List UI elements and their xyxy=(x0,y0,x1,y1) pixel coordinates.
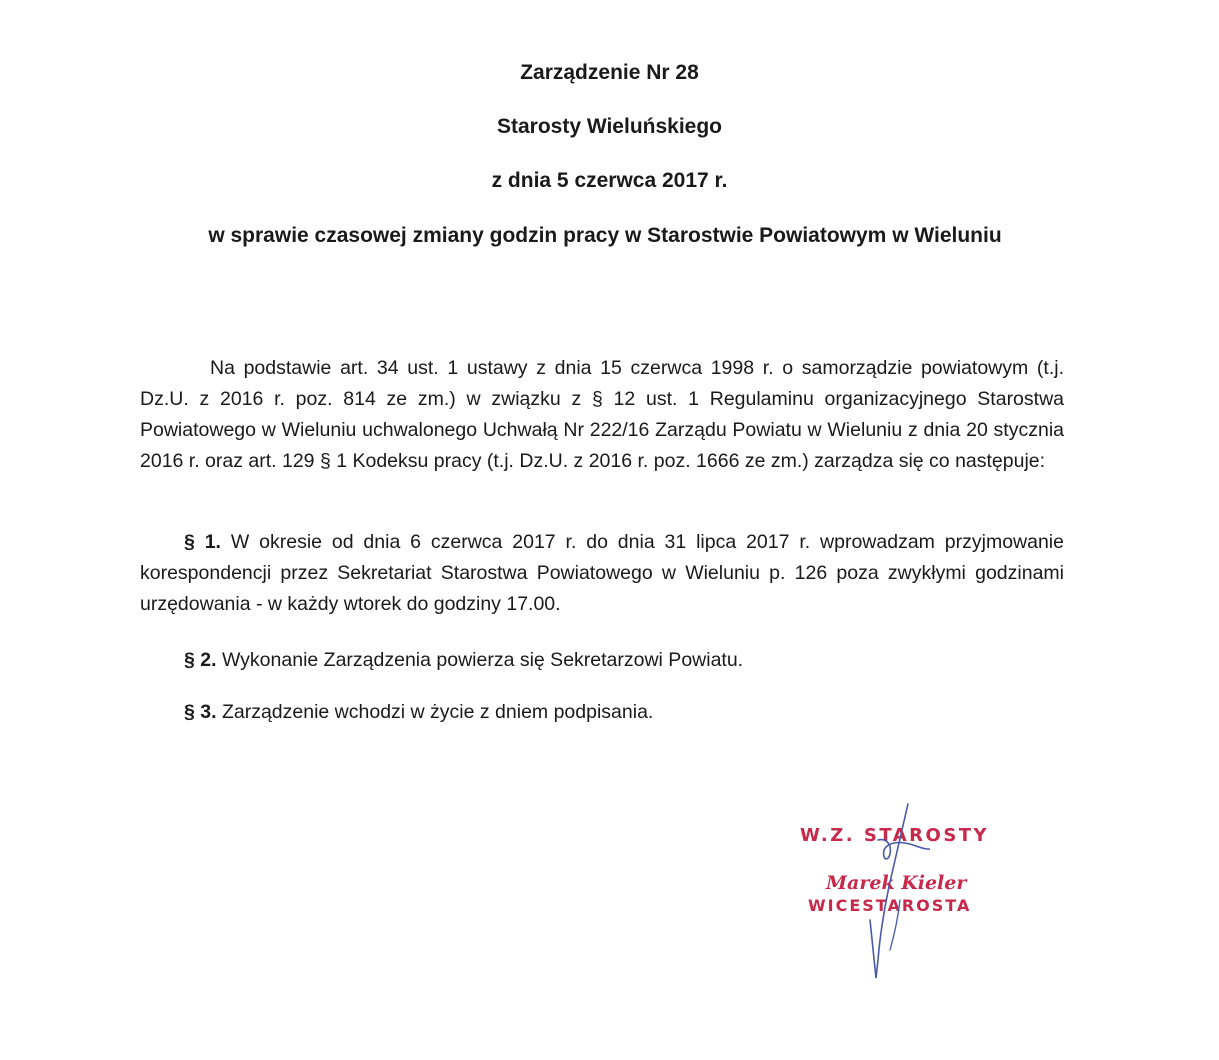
document-date: z dnia 5 czerwca 2017 r. xyxy=(491,169,728,192)
paragraph-2 xyxy=(184,645,1064,676)
paragraph-1-text: W okresie od dnia 6 czerwca 2017 r. do dnia 31 lipca 2017 r. wprowadzam przyjmowanie korespondencji przez Sekretariat Starostwa Powiatowego w Wieluniu p. 126 poza zwykłymi godzinami urzędowania - w każdy wtorek do godziny 17.00. xyxy=(140,531,1064,615)
paragraph-2-text: Wykonanie Zarządzenia powierza się Sekretarzowi Powiatu. xyxy=(221,649,744,671)
paragraph-1-number: § 1. xyxy=(184,531,221,553)
paragraph-3 xyxy=(184,697,1064,728)
document-author: Starosty Wieluńskiego xyxy=(496,115,723,138)
official-stamp xyxy=(790,800,1020,990)
paragraph-3-text: Zarządzenie wchodzi w życie z dniem podpisania. xyxy=(221,701,654,723)
stamp-role: W.Z. STAROSTY xyxy=(800,825,990,846)
preamble: Na podstawie art. 34 ust. 1 ustawy z dnia 15 czerwca 1998 r. o samorządzie powiatowym (t.j. Dz.U. z 2016 r. poz. 814 ze zm.) w związku z § 12 ust. 1 Regulaminu organizacyjnego Starostwa Powiatowego w Wieluniu uchwalonego Uchwałą Nr 222/16 Zarządu Powiatu w Wieluniu z dnia 20 stycznia 2016 r. oraz art. 129 § 1 Kodeksu pracy (t.j. Dz.U. z 2016 r. poz. 1666 ze zm.) zarządza się co następuje: xyxy=(140,357,1064,472)
document-subject: w sprawie czasowej zmiany godzin pracy w Starostwie Powiatowym w Wieluniu xyxy=(208,224,1002,247)
stamp-name: Marek Kieler xyxy=(826,872,967,894)
paragraph-3-number: § 3. xyxy=(184,701,217,723)
paragraph-1 xyxy=(140,527,1064,620)
document-title: Zarządzenie Nr 28 xyxy=(520,61,699,84)
handwritten-signature xyxy=(820,800,930,985)
stamp-title: WICESTAROSTA xyxy=(808,896,972,915)
paragraph-2-number: § 2. xyxy=(184,649,217,671)
